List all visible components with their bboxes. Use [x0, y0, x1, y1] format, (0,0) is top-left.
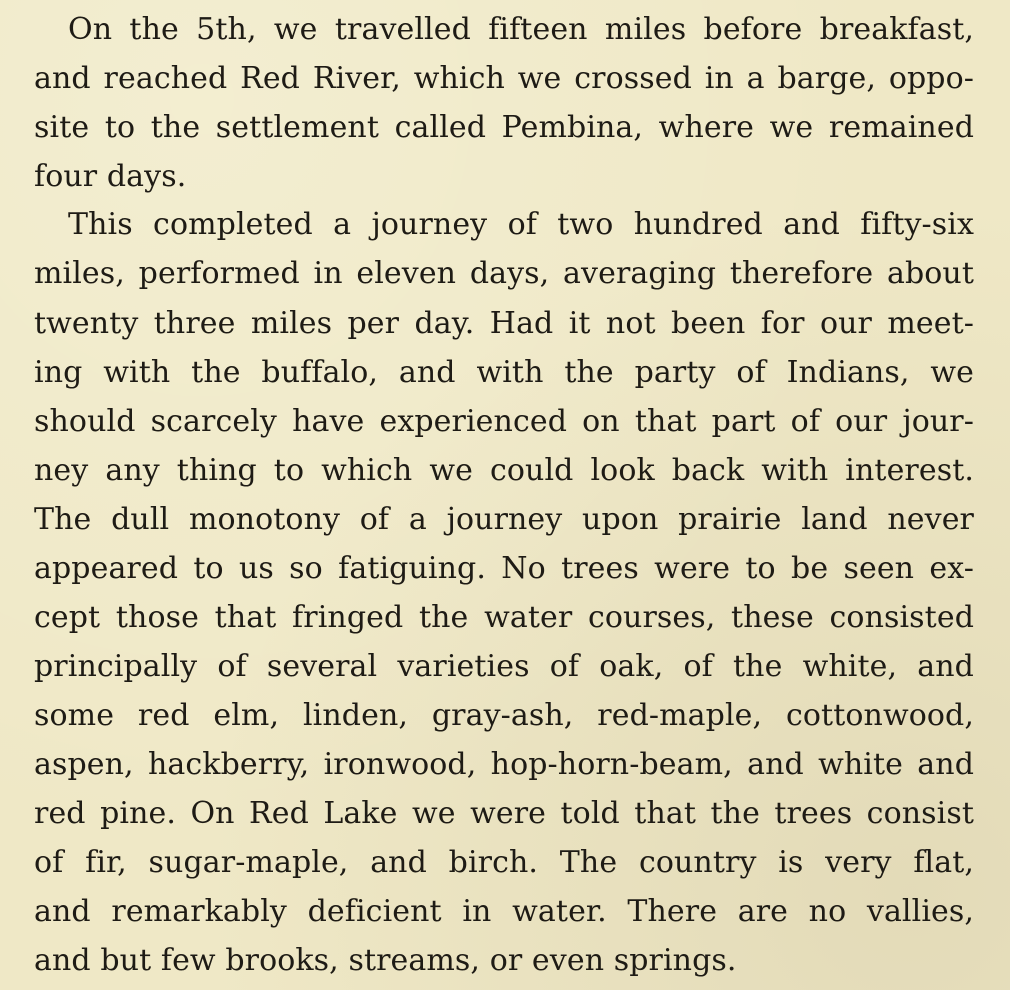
text-line: twenty three miles per day. Had it not been for our meet- — [34, 306, 974, 341]
text-line: principally of several varieties of oak, of the white, and — [34, 649, 974, 684]
text-line: and remarkably deficient in water. There are no vallies, — [34, 894, 974, 929]
text-line: should scarcely have experienced on that part of our jour- — [34, 404, 974, 439]
text-line: miles, performed in eleven days, averaging therefore about — [34, 256, 974, 291]
text-line: ing with the buffalo, and with the party of Indians, we — [34, 355, 974, 390]
text-line: aspen, hackberry, ironwood, hop-horn-beam, and white and — [34, 747, 974, 782]
text-line: four days. — [34, 159, 187, 194]
text-line: This completed a journey of two hundred and fifty-six — [68, 207, 974, 242]
text-line: some red elm, linden, gray-ash, red-maple, cottonwood, — [34, 698, 974, 733]
text-line: On the 5th, we travelled fifteen miles before breakfast, — [68, 12, 974, 47]
text-line: cept those that fringed the water courses, these consisted — [34, 600, 974, 635]
text-line: and reached Red River, which we crossed in a barge, oppo- — [34, 61, 974, 96]
text-line: red pine. On Red Lake we were told that the trees consist — [34, 796, 974, 831]
text-line: of fir, sugar-maple, and birch. The country is very flat, — [34, 845, 974, 880]
text-line: and but few brooks, streams, or even springs. — [34, 943, 737, 978]
text-line: site to the settlement called Pembina, where we remained — [34, 110, 974, 145]
text-line: appeared to us so fatiguing. No trees were to be seen ex- — [34, 551, 974, 586]
text-line: ney any thing to which we could look back with interest. — [34, 453, 974, 488]
text-line: The dull monotony of a journey upon prairie land never — [34, 502, 974, 537]
